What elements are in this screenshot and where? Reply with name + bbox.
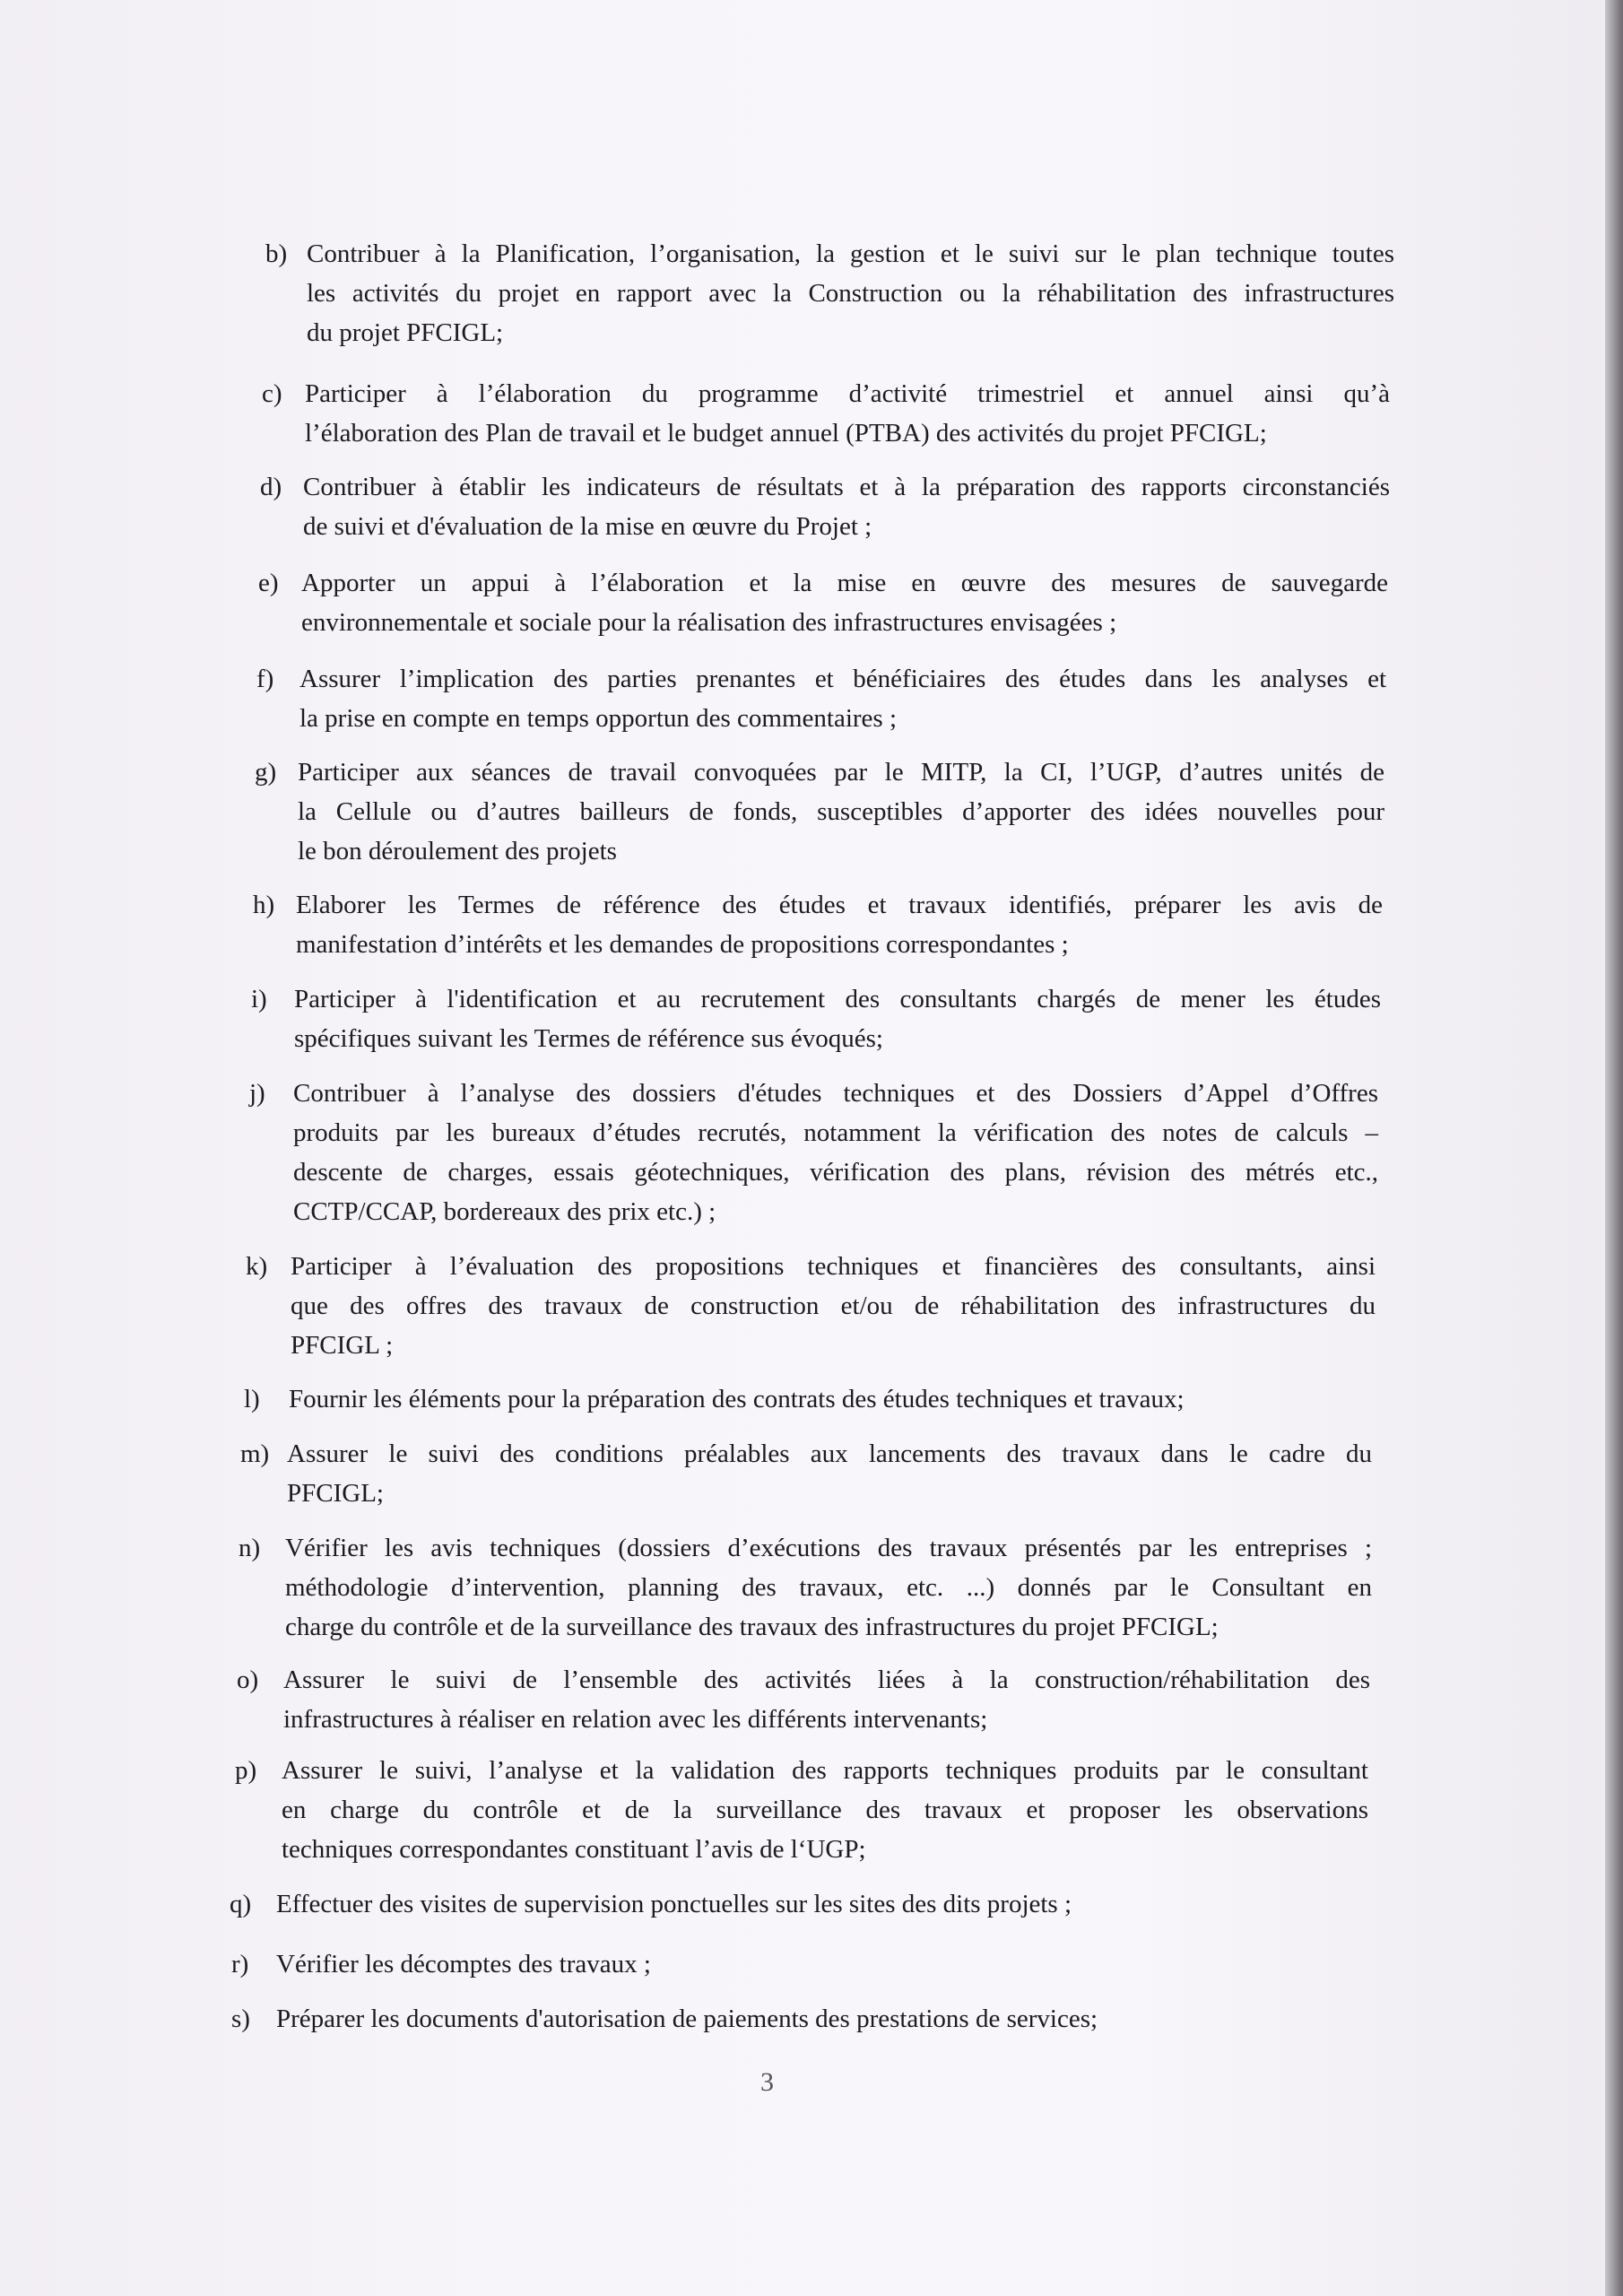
list-item-text xyxy=(276,1944,1173,1984)
list-item-label: i) xyxy=(251,985,267,1013)
text-line: méthodologie d’intervention, planning des travaux, etc. ...) donnés par le Consultant en xyxy=(285,1573,1372,1602)
text-line: Assurer le suivi de l’ensemble des activités liées à la construction/réhabilitation des xyxy=(283,1665,1370,1694)
list-item-text xyxy=(303,467,1390,546)
text-line: charge du contrôle et de la surveillance des travaux des infrastructures du projet PFCIGL; xyxy=(285,1613,1219,1641)
list-item-label: j) xyxy=(249,1079,265,1108)
text-line: spécifiques suivant les Termes de référence sus évoqués; xyxy=(294,1024,883,1053)
text-line: en charge du contrôle et de la surveillance des travaux et proposer les observations xyxy=(282,1796,1368,1824)
text-line: la prise en compte en temps opportun des commentaires ; xyxy=(299,704,898,733)
list-item-label: s) xyxy=(231,2005,250,2033)
list-item-text xyxy=(301,563,1388,642)
text-line: produits par les bureaux d’études recrutés, notamment la vérification des notes de calculs – xyxy=(293,1118,1378,1147)
text-line: le bon déroulement des projets xyxy=(298,837,617,865)
list-item-label: e) xyxy=(258,569,279,597)
text-line: PFCIGL ; xyxy=(291,1331,394,1360)
text-line: Assurer le suivi, l’analyse et la validation des rapports techniques produits par le consultant xyxy=(282,1756,1368,1785)
text-line: Vérifier les avis techniques (dossiers d’exécutions des travaux présentés par les entreprises ; xyxy=(285,1534,1372,1562)
list-item-label: g) xyxy=(255,758,277,787)
list-item-text xyxy=(299,659,1386,738)
list-item-text xyxy=(282,1751,1368,1869)
list-item-text xyxy=(289,1379,1185,1419)
list-item-text xyxy=(298,752,1384,871)
text-line: Vérifier les décomptes des travaux ; xyxy=(276,1950,651,1979)
text-line: Participer à l’évaluation des propositions techniques et financières des consultants, ainsi xyxy=(291,1252,1376,1281)
list-item-label: d) xyxy=(260,473,282,501)
list-item-label: p) xyxy=(235,1756,257,1785)
list-item-text xyxy=(291,1247,1376,1365)
text-line: Contribuer à la Planification, l’organisation, la gestion et le suivi sur le plan technique toutes xyxy=(307,239,1394,268)
text-line: infrastructures à réaliser en relation avec les différents intervenants; xyxy=(283,1705,988,1734)
text-line: techniques correspondantes constituant l’avis de l‘UGP; xyxy=(282,1835,866,1864)
text-line: Participer à l'identification et au recrutement des consultants chargés de mener les études xyxy=(294,985,1381,1013)
text-line: la Cellule ou d’autres bailleurs de fonds, susceptibles d’apporter des idées nouvelles pour xyxy=(298,797,1384,826)
list-item-text xyxy=(296,885,1383,964)
list-item-label: o) xyxy=(237,1665,259,1694)
text-line: que des offres des travaux de construction et/ou de réhabilitation des infrastructures du xyxy=(291,1292,1376,1320)
list-item-label: l) xyxy=(244,1385,260,1413)
list-item-text xyxy=(293,1074,1378,1231)
text-line: Préparer les documents d'autorisation de paiements des prestations de services; xyxy=(276,2005,1098,2033)
text-line: Apporter un appui à l’élaboration et la mise en œuvre des mesures de sauvegarde xyxy=(301,569,1388,597)
list-item-label: n) xyxy=(239,1534,261,1562)
list-item-label: m) xyxy=(240,1439,270,1468)
list-item-label: h) xyxy=(253,891,275,919)
text-line: descente de charges, essais géotechniques, vérification des plans, révision des métrés etc., xyxy=(293,1158,1378,1187)
text-line: environnementale et sociale pour la réalisation des infrastructures envisagées ; xyxy=(301,608,1117,637)
list-item-text xyxy=(285,1528,1372,1647)
list-item-label: q) xyxy=(230,1890,252,1918)
list-item-text xyxy=(276,1999,1173,2039)
list-item-text xyxy=(307,234,1394,352)
list-item-text xyxy=(287,1434,1372,1513)
text-line: du projet PFCIGL; xyxy=(307,318,504,347)
text-line: manifestation d’intérêts et les demandes de propositions correspondantes ; xyxy=(296,930,1069,959)
list-item-label: r) xyxy=(231,1950,249,1979)
text-line: Participer à l’élaboration du programme d’activité trimestriel et annuel ainsi qu’à xyxy=(305,379,1390,408)
list-item-text xyxy=(283,1660,1370,1739)
scan-edge-shadow xyxy=(1605,0,1623,2296)
list-item-text xyxy=(305,374,1390,453)
text-line: Participer aux séances de travail convoquées par le MITP, la CI, l’UGP, d’autres unités de xyxy=(298,758,1384,787)
text-line: Contribuer à l’analyse des dossiers d'études techniques et des Dossiers d’Appel d’Offres xyxy=(293,1079,1378,1108)
text-line: les activités du projet en rapport avec la Construction ou la réhabilitation des infrastructures xyxy=(307,279,1394,308)
text-line: Contribuer à établir les indicateurs de résultats et à la préparation des rapports circonstanciés xyxy=(303,473,1390,501)
text-line: CCTP/CCAP, bordereaux des prix etc.) ; xyxy=(293,1197,716,1226)
text-line: Assurer l’implication des parties prenantes et bénéficiaires des études dans les analyses et xyxy=(299,665,1386,693)
page-number: 3 xyxy=(760,2067,774,2097)
text-line: l’élaboration des Plan de travail et le budget annuel (PTBA) des activités du projet PFCIGL; xyxy=(305,419,1267,448)
text-line: Fournir les éléments pour la préparation des contrats des études techniques et travaux; xyxy=(289,1385,1185,1413)
text-line: PFCIGL; xyxy=(287,1479,384,1508)
text-line: de suivi et d'évaluation de la mise en œuvre du Projet ; xyxy=(303,512,872,541)
list-item-label: f) xyxy=(256,665,274,693)
text-line: Assurer le suivi des conditions préalables aux lancements des travaux dans le cadre du xyxy=(287,1439,1372,1468)
list-item-label: k) xyxy=(246,1252,268,1281)
text-line: Effectuer des visites de supervision ponctuelles sur les sites des dits projets ; xyxy=(276,1890,1072,1918)
list-item-label: c) xyxy=(262,379,282,408)
list-item-label: b) xyxy=(265,239,288,268)
text-line: Elaborer les Termes de référence des études et travaux identifiés, préparer les avis de xyxy=(296,891,1383,919)
list-item-text xyxy=(276,1884,1173,1924)
list-item-text xyxy=(294,979,1381,1058)
